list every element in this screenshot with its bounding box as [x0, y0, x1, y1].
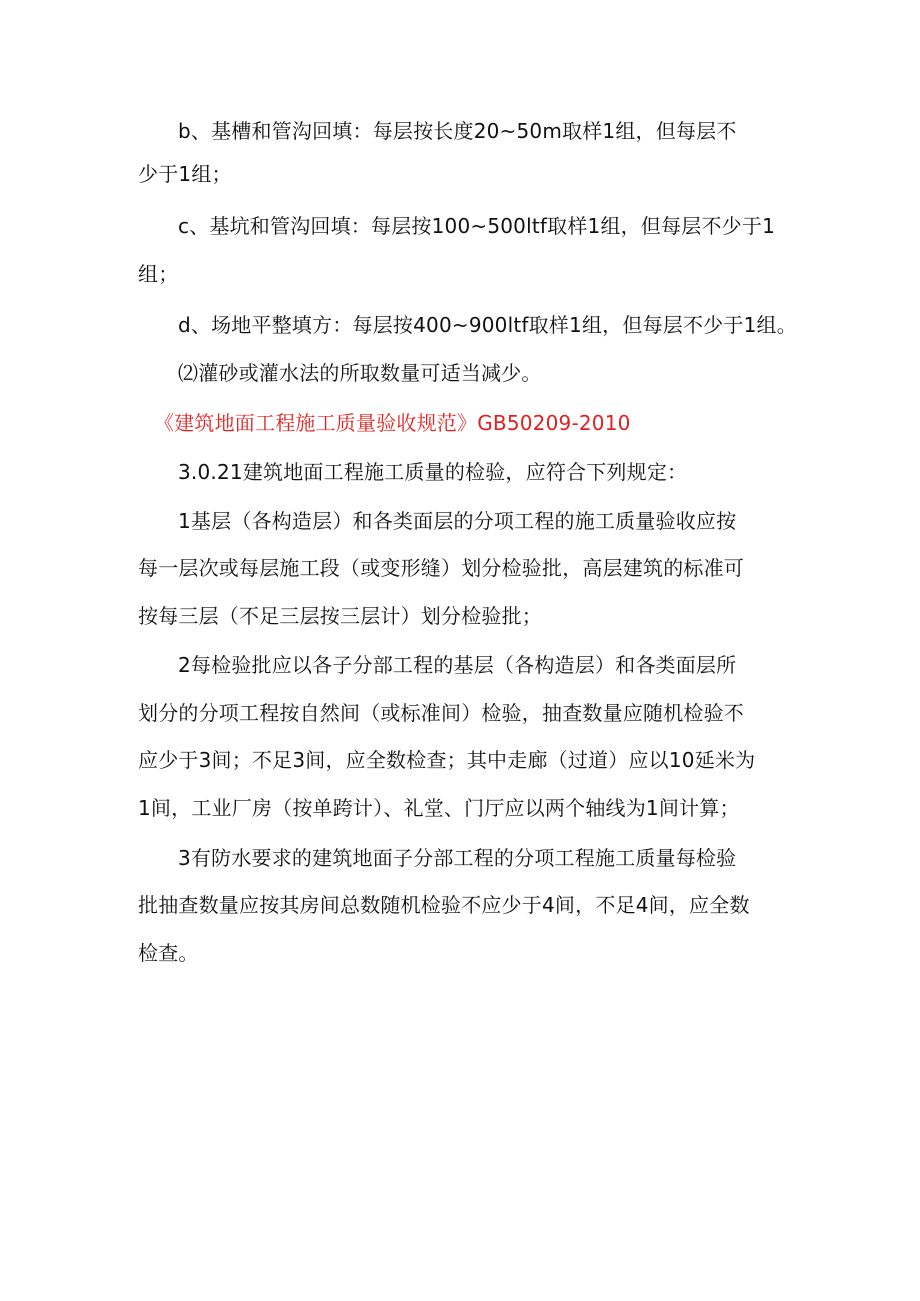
paragraph-line: 应少于3间；不足3间，应全数检查；其中走廊（过道）应以10延米为 — [138, 748, 756, 772]
paragraph-line: 1基层（各构造层）和各类面层的分项工程的施工质量验收应按 — [178, 509, 737, 533]
paragraph-line: b、基槽和管沟回填：每层按长度20~50m取样1组，但每层不 — [178, 119, 737, 143]
paragraph-line: 组； — [138, 262, 179, 286]
paragraph-line: 1间，工业厂房（按单跨计）、礼堂、门厅应以两个轴线为1间计算； — [138, 796, 740, 820]
paragraph-line: 批抽查数量应按其房间总数随机检验不应少于4间，不足4间，应全数 — [138, 893, 750, 917]
standard-title: 《建筑地面工程施工质量验收规范》GB50209-2010 — [154, 411, 631, 435]
paragraph-line: d、场地平整填方：每层按400~900ltf取样1组，但每层不少于1组。 — [178, 313, 797, 337]
paragraph-line: ⑵灌砂或灌水法的所取数量可适当减少。 — [178, 361, 542, 385]
paragraph-line: 划分的分项工程按自然间（或标准间）检验，抽查数量应随机检验不 — [138, 701, 744, 725]
clause-heading: 3.0.21建筑地面工程施工质量的检验，应符合下列规定： — [178, 460, 688, 484]
paragraph-line: 按每三层（不足三层按三层计）划分检验批； — [138, 604, 542, 628]
paragraph-line: c、基坑和管沟回填：每层按100~500ltf取样1组，但每层不少于1 — [178, 214, 775, 238]
paragraph-line: 每一层次或每层施工段（或变形缝）划分检验批，高层建筑的标准可 — [138, 556, 744, 580]
paragraph-line: 检查。 — [138, 941, 199, 965]
paragraph-line: 少于1组； — [138, 162, 232, 186]
paragraph-line: 3有防水要求的建筑地面子分部工程的分项工程施工质量每检验 — [178, 846, 737, 870]
paragraph-line: 2每检验批应以各子分部工程的基层（各构造层）和各类面层所 — [178, 653, 737, 677]
